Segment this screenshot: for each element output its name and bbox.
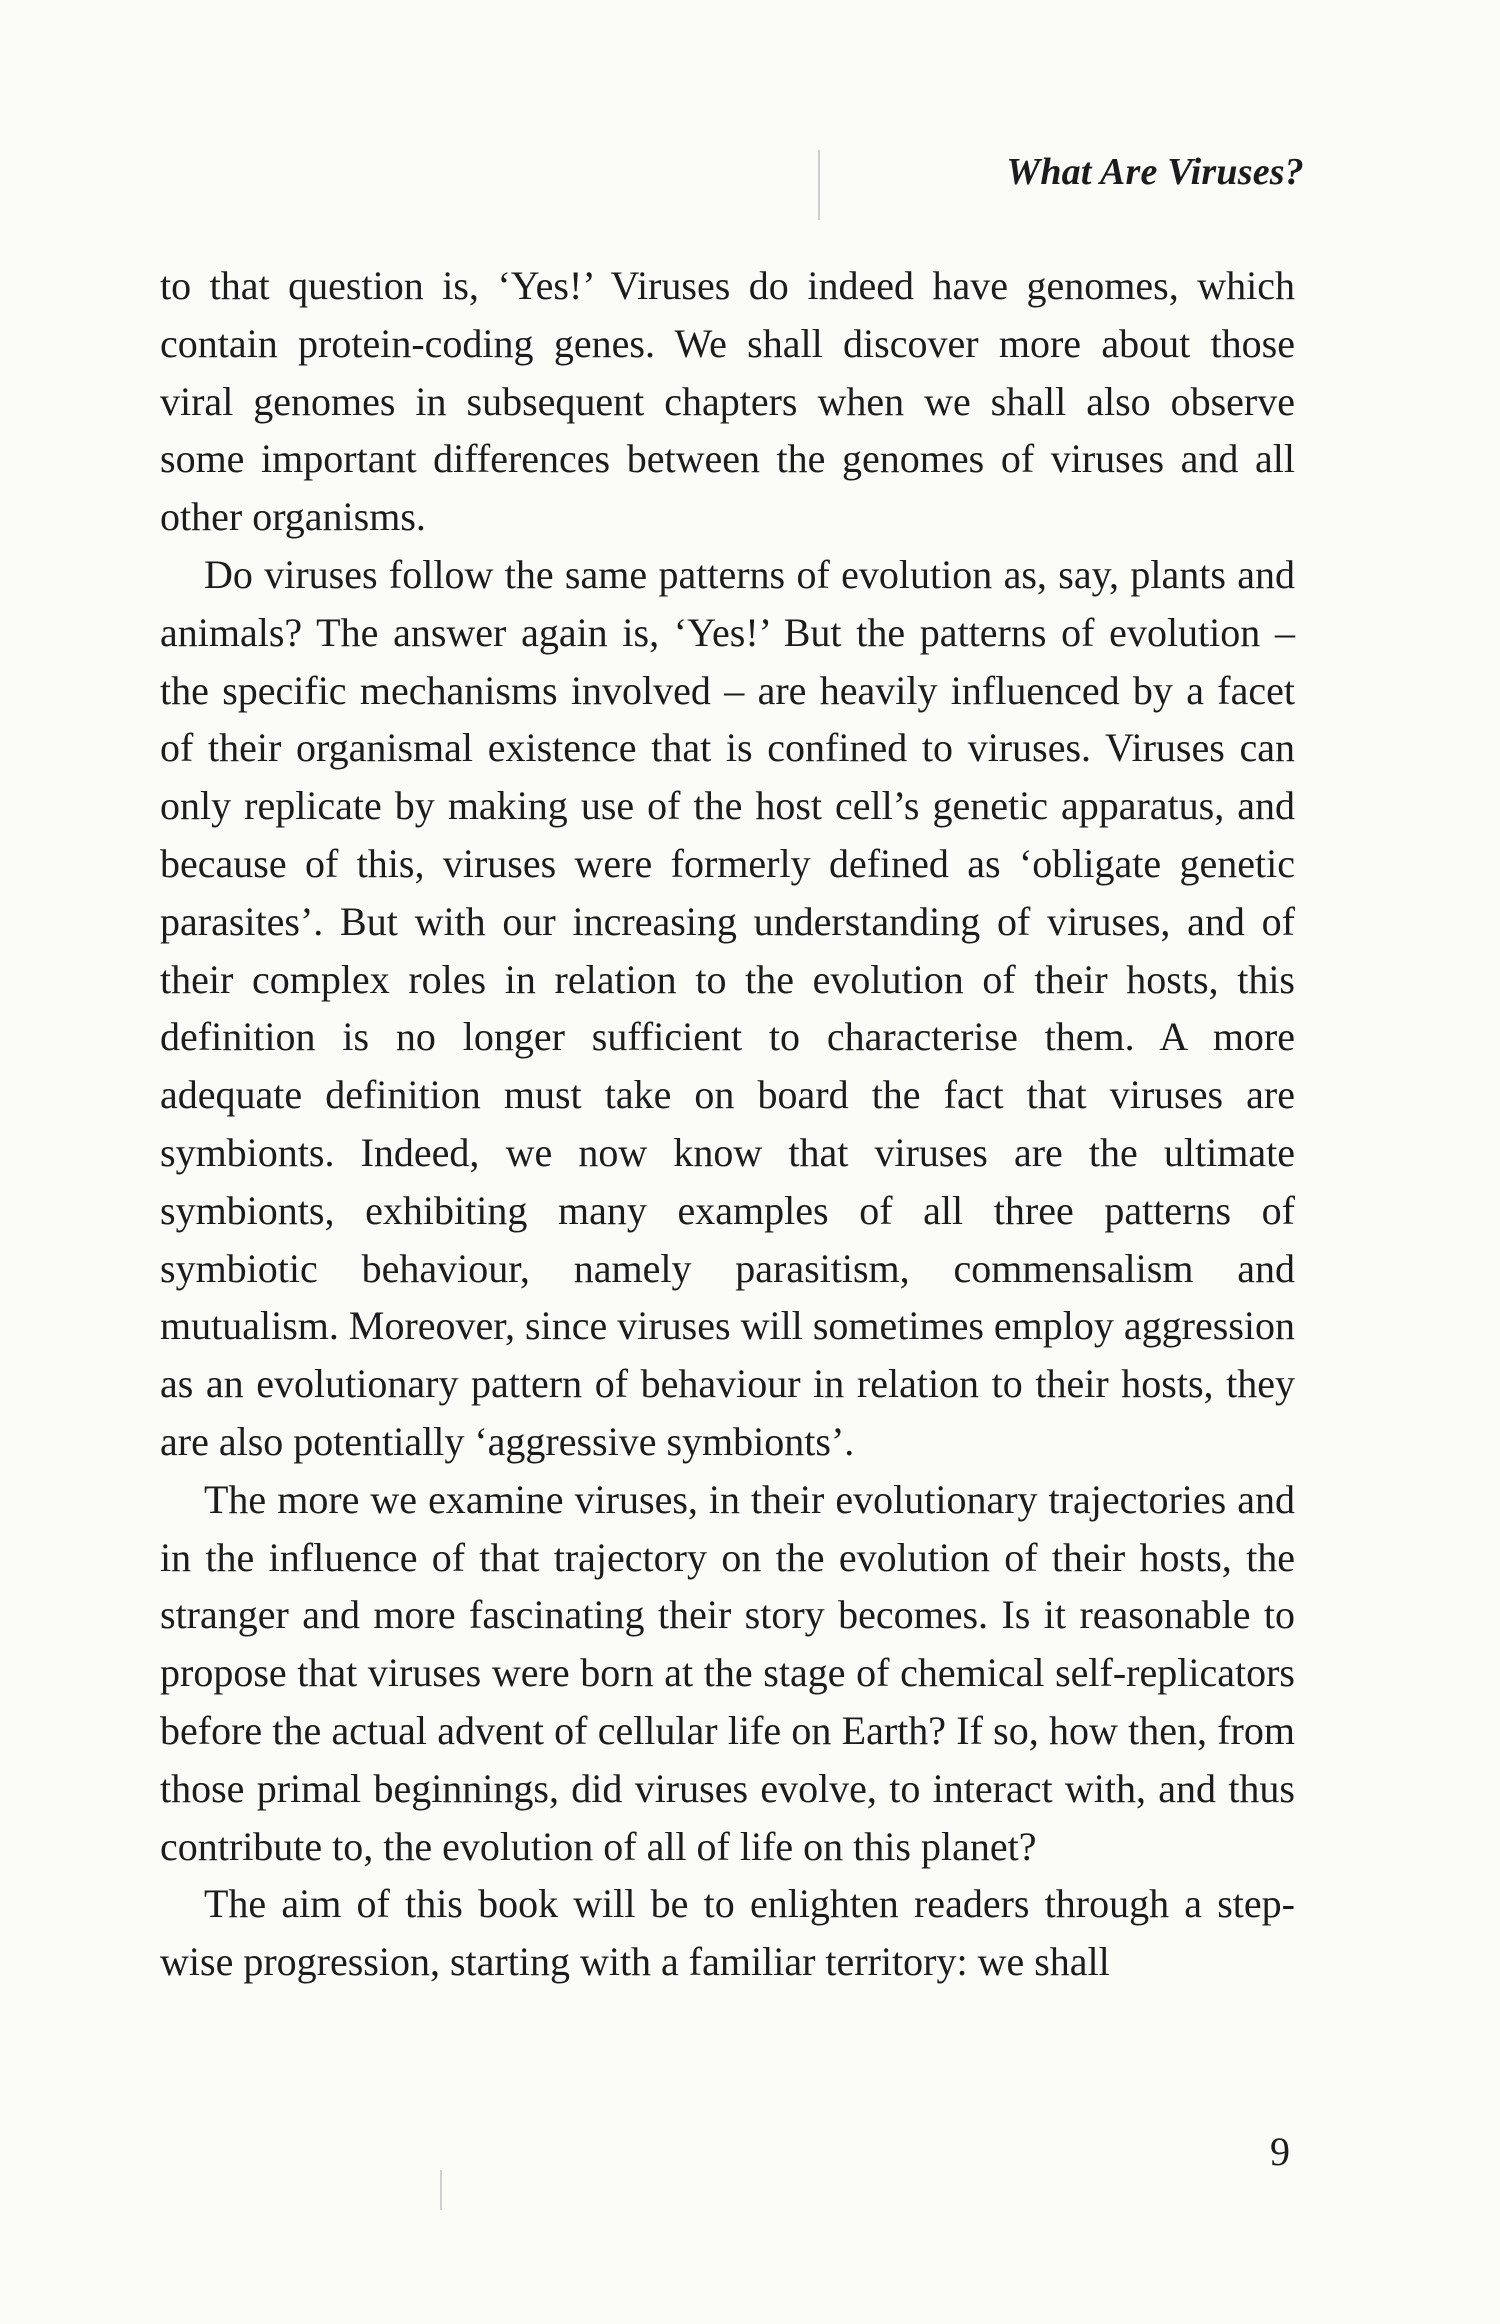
gutter-scan-mark-bottom bbox=[440, 2170, 442, 2210]
paragraph-3: The more we examine viruses, in their evolutionary trajectories and in the influence of that trajectory on the evolution of their hosts, the stranger and more fascinating their story becomes. Is it reasonable to propose that viruses were born at the stage of chemical self-replicators before the actual advent of cellular life on Earth? If so, how then, from those primal beginnings, did viruses evolve, to interact with, and thus contribute to, the evolution of all of life on this planet? bbox=[160, 1476, 1295, 1869]
paragraph-1: to that question is, ‘Yes!’ Viruses do indeed have genomes, which contain protein-coding genes. We shall discover more about those viral genomes in subsequent chapters when we shall also observe some important differences between the genomes of viruses and all other organisms. bbox=[160, 263, 1295, 540]
paragraph-2: Do viruses follow the same patterns of evolution as, say, plants and animals? The answer again is, ‘Yes!’ But the patterns of evolution – the specific mechanisms involved – are heavily influenced by a facet of their organismal existence that is confined to viruses. Viruses can only replicate by making use of the host cell’s genetic apparatus, and because of this, viruses were formerly defined as ‘obligate genetic parasites’. But with our increasing understanding of viruses, and of their complex roles in relation to the evolution of their hosts, this definition is no longer sufficient to characterise them. A more adequate definition must take on board the fact that viruses are symbionts. Indeed, we now know that viruses are the ultimate symbionts, exhibiting many examples of all three patterns of symbiotic behaviour, namely parasitism, commensalism and mutualism. Moreover, since viruses will sometimes employ aggression as an evolutionary pattern of behaviour in relation to their hosts, they are also potentially ‘aggressive symbionts’. bbox=[160, 551, 1295, 1464]
paragraph-4: The aim of this book will be to enlighten readers through a step-wise progression, starting with a familiar territory: we shall bbox=[160, 1881, 1295, 1985]
page-number: 9 bbox=[1270, 2129, 1290, 2174]
gutter-scan-mark-top bbox=[818, 150, 820, 220]
body-text bbox=[160, 257, 1295, 1991]
running-header-title: What Are Viruses? bbox=[1006, 151, 1304, 193]
